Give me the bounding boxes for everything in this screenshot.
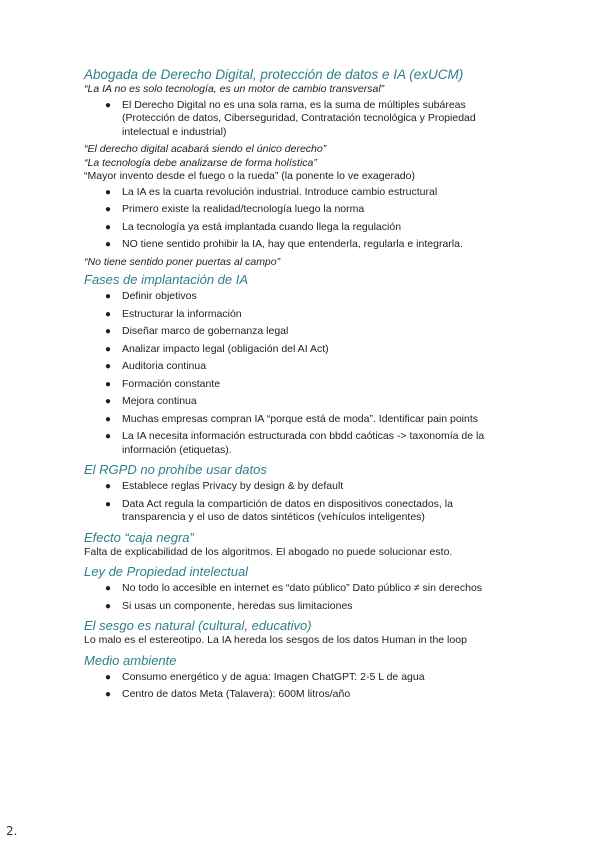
- heading-rgpd: El RGPD no prohíbe usar datos: [84, 462, 267, 477]
- bullet-icon: ●: [105, 378, 112, 390]
- bullet-icon: ●: [105, 413, 112, 425]
- bullet-icon: ●: [105, 361, 112, 372]
- bullet-list-propiedad: [84, 582, 514, 613]
- heading-caja-negra: Efecto “caja negra”: [84, 529, 194, 545]
- bullet-icon: ●: [105, 689, 112, 700]
- list-item: ● NO tiene sentido prohibir la IA, hay que entenderla, regularla e integrarla.: [105, 238, 463, 250]
- page-title: Abogada de Derecho Digital, protección de datos e IA (exUCM): [84, 67, 464, 82]
- heading-medio-ambiente: Medio ambiente: [84, 652, 177, 668]
- list-item: ● La IA necesita información estructurada con bbdd caóticas -> taxonomía de la información (etiquetas).: [105, 430, 485, 456]
- bullet-icon: ●: [105, 583, 112, 594]
- quote-unico-derecho: “El derecho digital acabará siendo el único derecho”: [84, 143, 327, 155]
- bullet-list-fases: [84, 290, 514, 457]
- list-item: ● Establece reglas Privacy by design & by default: [105, 480, 344, 492]
- bullet-icon: ●: [105, 671, 112, 683]
- list-item: ● Si usas un componente, heredas sus limitaciones: [105, 599, 353, 612]
- text-sesgo: Lo malo es el estereotipo. La IA hereda los sesgos de los datos Human in the loop: [84, 634, 467, 646]
- list-item: ● Definir objetivos: [105, 290, 197, 302]
- bullet-list-rgpd: [84, 480, 514, 525]
- list-item: ● Centro de datos Meta (Talavera): 600M litros/año: [105, 688, 351, 700]
- bullet-icon: ●: [105, 239, 112, 250]
- page-number: 2.: [6, 824, 18, 838]
- heading-propiedad-intelectual: Ley de Propiedad intelectual: [84, 564, 249, 579]
- list-item: ● Auditoria continua: [105, 360, 207, 372]
- list-item: ● Muchas empresas compran IA “porque está de moda”. Identificar pain points: [105, 412, 479, 425]
- heading-sesgo: El sesgo es natural (cultural, educativo): [84, 618, 312, 633]
- bullet-icon: ●: [105, 481, 112, 492]
- bullet-list-medio-ambiente: [84, 671, 514, 702]
- notes-content: [84, 66, 514, 706]
- list-item: ● La IA es la cuarta revolución industrial. Introduce cambio estructural: [105, 185, 438, 198]
- bullet-list-derecho-digital: [84, 99, 514, 140]
- bullet-icon: ●: [105, 498, 112, 510]
- quote-transversal: “La IA no es solo tecnología, es un motor de cambio transversal”: [84, 83, 385, 95]
- bullet-icon: ●: [105, 326, 112, 337]
- bullet-icon: ●: [105, 600, 112, 612]
- quote-holistica: “La tecnología debe analizarse de forma holística”: [84, 156, 317, 169]
- bullet-list-revolucion: [84, 186, 514, 252]
- bullet-icon: ●: [105, 186, 112, 198]
- list-item: ● Data Act regula la compartición de datos en dispositivos conectados, la transparencia y el uso de datos sintéticos (vehículos inteligentes): [105, 497, 453, 523]
- bullet-icon: ●: [105, 204, 112, 215]
- bullet-icon: ●: [105, 396, 112, 407]
- list-item: ● La tecnología ya está implantada cuando llega la regulación: [105, 220, 402, 233]
- statement-mayor-invento: “Mayor invento desde el fuego o la rueda” (la ponente lo ve exagerado): [84, 170, 415, 182]
- list-item: ● No todo lo accesible en internet es “dato público” Dato público ≠ sin derechos: [105, 582, 483, 594]
- bullet-icon: ●: [105, 99, 112, 111]
- quote-puertas-campo: “No tiene sentido poner puertas al campo”: [84, 255, 281, 268]
- bullet-icon: ●: [105, 343, 112, 355]
- bullet-icon: ●: [105, 308, 112, 320]
- bullet-icon: ●: [105, 291, 112, 302]
- list-item: ● Analizar impacto legal (obligación del AI Act): [105, 342, 329, 355]
- text-caja-negra: Falta de explicabilidad de los algoritmos. El abogado no puede solucionar esto.: [84, 545, 453, 558]
- bullet-icon: ●: [105, 221, 112, 233]
- list-item: ● Diseñar marco de gobernanza legal: [105, 325, 289, 337]
- list-item: ● Consumo energético y de agua: Imagen ChatGPT: 2-5 L de agua: [105, 670, 425, 683]
- list-item: ● Estructurar la información: [105, 307, 242, 320]
- list-item: ● Mejora continua: [105, 395, 197, 407]
- bullet-icon: ●: [105, 431, 112, 442]
- list-item: ● Primero existe la realidad/tecnología luego la norma: [105, 203, 365, 215]
- list-item: ● El Derecho Digital no es una sola rama, es la suma de múltiples subáreas (Protección de datos, Ciberseguridad, Contratación tecnológica y Propiedad intelectual e industrial): [105, 98, 476, 138]
- list-item: ● Formación constante: [105, 377, 221, 390]
- heading-fases: Fases de implantación de IA: [84, 272, 249, 287]
